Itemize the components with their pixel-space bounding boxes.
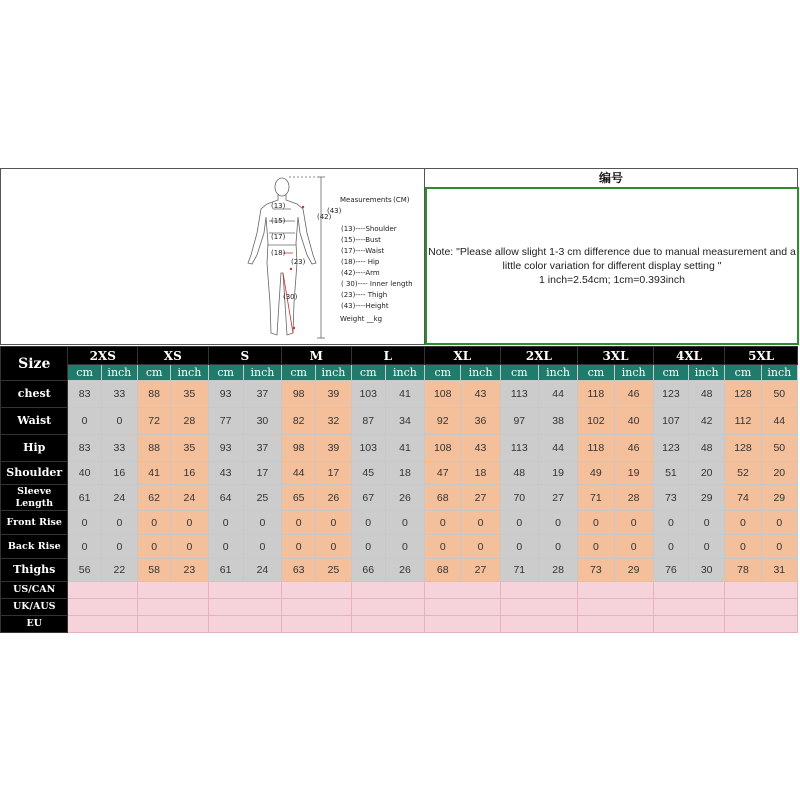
cm-value-cell: 123 [653, 381, 688, 408]
inch-value-cell: 0 [614, 511, 653, 535]
cm-value-cell: 45 [351, 462, 385, 485]
conversion-empty-cell [351, 582, 425, 599]
measurement-row [1, 435, 798, 462]
cm-value-cell: 118 [578, 381, 614, 408]
cm-value-cell: 0 [68, 511, 101, 535]
legend-waist: (17)----Waist [341, 247, 385, 255]
conversion-empty-cell [351, 616, 425, 633]
inch-value-cell: 0 [101, 408, 137, 435]
size-header: L [351, 347, 425, 365]
inch-value-cell: 44 [538, 435, 577, 462]
inch-value-cell: 0 [171, 535, 208, 559]
measurement-row-label: Back Rise [1, 535, 68, 559]
cm-value-cell: 128 [725, 381, 761, 408]
cm-value-cell: 41 [138, 462, 171, 485]
conversion-empty-cell [578, 616, 654, 633]
unit-cm-header: cm [138, 365, 171, 381]
size-header: 4XL [653, 347, 725, 365]
inch-value-cell: 29 [689, 485, 725, 511]
size-header: 2XL [500, 347, 578, 365]
inch-value-cell: 25 [316, 559, 351, 582]
unit-inch-header: inch [385, 365, 424, 381]
measurements-heading: Measurements (CM) [340, 196, 410, 204]
inch-value-cell: 29 [761, 485, 797, 511]
conversion-empty-cell [725, 582, 798, 599]
cm-value-cell: 0 [351, 511, 385, 535]
measurement-row-label: chest [1, 381, 68, 408]
cm-value-cell: 78 [725, 559, 761, 582]
cm-value-cell: 49 [578, 462, 614, 485]
unit-inch-header: inch [316, 365, 351, 381]
inch-value-cell: 39 [316, 381, 351, 408]
cm-value-cell: 82 [282, 408, 316, 435]
inch-value-cell: 46 [614, 381, 653, 408]
conversion-empty-cell [425, 599, 501, 616]
inch-value-cell: 36 [461, 408, 500, 435]
legend-weight: Weight __kg [340, 315, 383, 323]
inch-value-cell: 26 [385, 485, 424, 511]
conversion-empty-cell [68, 616, 138, 633]
size-chart-table [0, 346, 798, 633]
conversion-empty-cell [653, 582, 725, 599]
cm-value-cell: 71 [578, 485, 614, 511]
cm-value-cell: 88 [138, 435, 171, 462]
inch-value-cell: 28 [614, 485, 653, 511]
inch-value-cell: 50 [761, 381, 797, 408]
inch-value-cell: 38 [538, 408, 577, 435]
marker-18: (18) [271, 249, 286, 257]
note-line-1: Note: "Please allow slight 1-3 cm difference due to manual measurement and a [428, 246, 796, 258]
conversion-empty-cell [282, 616, 352, 633]
cm-value-cell: 70 [500, 485, 538, 511]
cm-value-cell: 56 [68, 559, 101, 582]
cm-value-cell: 0 [425, 535, 461, 559]
inch-value-cell: 50 [761, 435, 797, 462]
measurement-row-label: Shoulder [1, 462, 68, 485]
cm-value-cell: 66 [351, 559, 385, 582]
conversion-empty-cell [653, 599, 725, 616]
cm-value-cell: 98 [282, 381, 316, 408]
legend-height: (43)----Height [341, 302, 389, 310]
inch-value-cell: 22 [101, 559, 137, 582]
unit-inch-header: inch [538, 365, 577, 381]
conversion-empty-cell [68, 599, 138, 616]
unit-inch-header: inch [243, 365, 281, 381]
cm-value-cell: 73 [578, 559, 614, 582]
legend-bust: (15)----Bust [341, 236, 381, 244]
cm-value-cell: 65 [282, 485, 316, 511]
conversion-empty-cell [351, 599, 425, 616]
unit-cm-header: cm [282, 365, 316, 381]
inch-value-cell: 48 [689, 435, 725, 462]
conversion-empty-cell [282, 582, 352, 599]
cm-value-cell: 92 [425, 408, 461, 435]
inch-value-cell: 0 [243, 511, 281, 535]
conversion-empty-cell [208, 599, 282, 616]
inch-value-cell: 46 [614, 435, 653, 462]
cm-value-cell: 51 [653, 462, 688, 485]
cm-value-cell: 48 [500, 462, 538, 485]
unit-inch-header: inch [689, 365, 725, 381]
cm-value-cell: 128 [725, 435, 761, 462]
cm-value-cell: 0 [138, 511, 171, 535]
cm-value-cell: 0 [653, 535, 688, 559]
inch-value-cell: 32 [316, 408, 351, 435]
cm-value-cell: 71 [500, 559, 538, 582]
unit-inch-header: inch [461, 365, 500, 381]
cm-value-cell: 0 [282, 511, 316, 535]
inch-value-cell: 20 [761, 462, 797, 485]
cm-value-cell: 67 [351, 485, 385, 511]
unit-cm-header: cm [351, 365, 385, 381]
cm-value-cell: 103 [351, 435, 385, 462]
unit-cm-header: cm [68, 365, 101, 381]
marker-23: (23) [291, 258, 306, 266]
inch-value-cell: 42 [689, 408, 725, 435]
inch-value-cell: 0 [101, 511, 137, 535]
inch-value-cell: 17 [316, 462, 351, 485]
cm-value-cell: 93 [208, 381, 243, 408]
cm-value-cell: 77 [208, 408, 243, 435]
inch-value-cell: 33 [101, 435, 137, 462]
cm-value-cell: 0 [138, 535, 171, 559]
inch-value-cell: 26 [316, 485, 351, 511]
cm-value-cell: 98 [282, 435, 316, 462]
cm-value-cell: 72 [138, 408, 171, 435]
inch-value-cell: 23 [171, 559, 208, 582]
cm-value-cell: 83 [68, 381, 101, 408]
cm-value-cell: 43 [208, 462, 243, 485]
conversion-empty-cell [500, 616, 578, 633]
inch-value-cell: 26 [385, 559, 424, 582]
conversion-row-label: EU [1, 616, 68, 633]
inch-value-cell: 18 [385, 462, 424, 485]
cm-value-cell: 74 [725, 485, 761, 511]
measurement-row [1, 408, 798, 435]
inch-value-cell: 19 [614, 462, 653, 485]
inch-value-cell: 0 [761, 511, 797, 535]
inch-value-cell: 24 [101, 485, 137, 511]
conversion-empty-cell [578, 582, 654, 599]
cm-value-cell: 0 [725, 535, 761, 559]
product-code-title: 编号 [425, 169, 797, 188]
inch-value-cell: 19 [538, 462, 577, 485]
size-header-row [1, 347, 798, 365]
cm-value-cell: 61 [68, 485, 101, 511]
cm-value-cell: 64 [208, 485, 243, 511]
cm-value-cell: 0 [68, 535, 101, 559]
measurement-row [1, 381, 798, 408]
conversion-empty-cell [138, 616, 209, 633]
size-header: XS [138, 347, 209, 365]
inch-value-cell: 39 [316, 435, 351, 462]
marker-42: (42) [317, 213, 332, 221]
measurement-row-label: Hip [1, 435, 68, 462]
inch-value-cell: 37 [243, 381, 281, 408]
cm-value-cell: 40 [68, 462, 101, 485]
inch-value-cell: 30 [243, 408, 281, 435]
size-header: M [282, 347, 352, 365]
conversion-empty-cell [578, 599, 654, 616]
size-header: 5XL [725, 347, 798, 365]
cm-value-cell: 0 [500, 535, 538, 559]
measurement-row-label: Waist [1, 408, 68, 435]
measurement-row-label: Thighs [1, 559, 68, 582]
inch-value-cell: 44 [761, 408, 797, 435]
cm-value-cell: 68 [425, 485, 461, 511]
inch-value-cell: 0 [614, 535, 653, 559]
inch-value-cell: 17 [243, 462, 281, 485]
inch-value-cell: 44 [538, 381, 577, 408]
inch-value-cell: 27 [538, 485, 577, 511]
cm-value-cell: 0 [725, 511, 761, 535]
cm-value-cell: 47 [425, 462, 461, 485]
cm-value-cell: 123 [653, 435, 688, 462]
inch-value-cell: 31 [761, 559, 797, 582]
unit-cm-header: cm [653, 365, 688, 381]
cm-value-cell: 0 [282, 535, 316, 559]
inch-value-cell: 41 [385, 435, 424, 462]
inch-value-cell: 37 [243, 435, 281, 462]
inch-value-cell: 0 [538, 511, 577, 535]
legend-arm: (42)----Arm [341, 269, 380, 277]
size-header: XL [425, 347, 501, 365]
measurement-row [1, 511, 798, 535]
inch-value-cell: 16 [101, 462, 137, 485]
conversion-empty-cell [500, 582, 578, 599]
cm-value-cell: 107 [653, 408, 688, 435]
unit-inch-header: inch [761, 365, 797, 381]
inch-value-cell: 35 [171, 435, 208, 462]
size-header: S [208, 347, 282, 365]
inch-value-cell: 0 [316, 535, 351, 559]
inch-value-cell: 0 [385, 535, 424, 559]
cm-value-cell: 76 [653, 559, 688, 582]
marker-13: (13) [271, 202, 286, 210]
unit-cm-header: cm [425, 365, 461, 381]
cm-value-cell: 0 [500, 511, 538, 535]
inch-value-cell: 29 [614, 559, 653, 582]
inch-value-cell: 16 [171, 462, 208, 485]
size-conversion-row [1, 599, 798, 616]
conversion-empty-cell [208, 616, 282, 633]
measurement-row-label: Front Rise [1, 511, 68, 535]
conversion-empty-cell [208, 582, 282, 599]
inch-value-cell: 43 [461, 435, 500, 462]
conversion-empty-cell [138, 599, 209, 616]
inch-value-cell: 40 [614, 408, 653, 435]
inch-value-cell: 0 [461, 511, 500, 535]
inch-value-cell: 0 [171, 511, 208, 535]
cm-value-cell: 93 [208, 435, 243, 462]
cm-value-cell: 88 [138, 381, 171, 408]
cm-value-cell: 113 [500, 435, 538, 462]
conversion-empty-cell [425, 616, 501, 633]
cm-value-cell: 118 [578, 435, 614, 462]
marker-15: (15) [271, 217, 286, 225]
measurement-row-label: Sleeve Length [1, 485, 68, 511]
unit-cm-header: cm [578, 365, 614, 381]
inch-value-cell: 34 [385, 408, 424, 435]
unit-cm-header: cm [725, 365, 761, 381]
cm-value-cell: 87 [351, 408, 385, 435]
cm-value-cell: 68 [425, 559, 461, 582]
inch-value-cell: 20 [689, 462, 725, 485]
conversion-empty-cell [138, 582, 209, 599]
cm-value-cell: 0 [68, 408, 101, 435]
inch-value-cell: 0 [101, 535, 137, 559]
conversion-empty-cell [725, 616, 798, 633]
note-line-2: little color variation for different display setting " [502, 260, 722, 272]
cm-value-cell: 73 [653, 485, 688, 511]
inch-value-cell: 0 [689, 535, 725, 559]
inch-value-cell: 24 [243, 559, 281, 582]
legend-hip: (18)---- Hip [341, 258, 380, 266]
legend-shoulder: (13)----Shoulder [341, 225, 397, 233]
inch-value-cell: 18 [461, 462, 500, 485]
inch-value-cell: 35 [171, 381, 208, 408]
inch-value-cell: 0 [761, 535, 797, 559]
inch-value-cell: 28 [171, 408, 208, 435]
size-header: 3XL [578, 347, 654, 365]
cm-value-cell: 0 [653, 511, 688, 535]
size-corner-label: Size [1, 347, 68, 381]
inch-value-cell: 0 [538, 535, 577, 559]
measurement-guide-panel [0, 168, 798, 345]
cm-value-cell: 83 [68, 435, 101, 462]
cm-value-cell: 103 [351, 381, 385, 408]
inch-value-cell: 48 [689, 381, 725, 408]
cm-value-cell: 108 [425, 435, 461, 462]
conversion-empty-cell [500, 599, 578, 616]
inch-value-cell: 0 [316, 511, 351, 535]
inch-value-cell: 24 [171, 485, 208, 511]
conversion-row-label: US/CAN [1, 582, 68, 599]
cm-value-cell: 108 [425, 381, 461, 408]
cm-value-cell: 0 [578, 511, 614, 535]
conversion-empty-cell [68, 582, 138, 599]
inch-value-cell: 0 [243, 535, 281, 559]
cm-value-cell: 112 [725, 408, 761, 435]
measurement-row [1, 559, 798, 582]
inch-value-cell: 0 [689, 511, 725, 535]
conversion-empty-cell [725, 599, 798, 616]
cm-value-cell: 0 [351, 535, 385, 559]
cm-value-cell: 0 [208, 535, 243, 559]
cm-value-cell: 44 [282, 462, 316, 485]
size-conversion-row [1, 616, 798, 633]
marker-17: (17) [271, 233, 286, 241]
inch-value-cell: 30 [689, 559, 725, 582]
cm-value-cell: 62 [138, 485, 171, 511]
cm-value-cell: 61 [208, 559, 243, 582]
cm-value-cell: 113 [500, 381, 538, 408]
inch-value-cell: 33 [101, 381, 137, 408]
cm-value-cell: 0 [425, 511, 461, 535]
measurement-row [1, 462, 798, 485]
unit-inch-header: inch [171, 365, 208, 381]
inch-value-cell: 27 [461, 485, 500, 511]
cm-value-cell: 63 [282, 559, 316, 582]
unit-inch-header: inch [101, 365, 137, 381]
inch-value-cell: 41 [385, 381, 424, 408]
size-chart-body [1, 347, 798, 633]
note-line-3: 1 inch=2.54cm; 1cm=0.393inch [539, 274, 685, 286]
measurement-note-box [425, 187, 799, 345]
unit-cm-header: cm [500, 365, 538, 381]
inch-value-cell: 28 [538, 559, 577, 582]
unit-header-row [1, 365, 798, 381]
measurement-row [1, 535, 798, 559]
inch-value-cell: 25 [243, 485, 281, 511]
body-measurement-figure [237, 169, 423, 344]
conversion-empty-cell [425, 582, 501, 599]
marker-43: (43) [327, 207, 342, 215]
size-header: 2XS [68, 347, 138, 365]
conversion-empty-cell [282, 599, 352, 616]
inch-value-cell: 0 [385, 511, 424, 535]
measurement-row [1, 485, 798, 511]
legend-inner-length: ( 30)---- Inner length [341, 280, 413, 288]
inch-value-cell: 27 [461, 559, 500, 582]
conversion-empty-cell [653, 616, 725, 633]
cm-value-cell: 58 [138, 559, 171, 582]
conversion-row-label: UK/AUS [1, 599, 68, 616]
unit-inch-header: inch [614, 365, 653, 381]
marker-30: (30) [283, 293, 298, 301]
unit-cm-header: cm [208, 365, 243, 381]
size-conversion-row [1, 582, 798, 599]
cm-value-cell: 0 [578, 535, 614, 559]
inch-value-cell: 43 [461, 381, 500, 408]
inch-value-cell: 0 [461, 535, 500, 559]
cm-value-cell: 52 [725, 462, 761, 485]
cm-value-cell: 102 [578, 408, 614, 435]
cm-value-cell: 0 [208, 511, 243, 535]
cm-value-cell: 97 [500, 408, 538, 435]
legend-thigh: (23)---- Thigh [341, 291, 388, 299]
